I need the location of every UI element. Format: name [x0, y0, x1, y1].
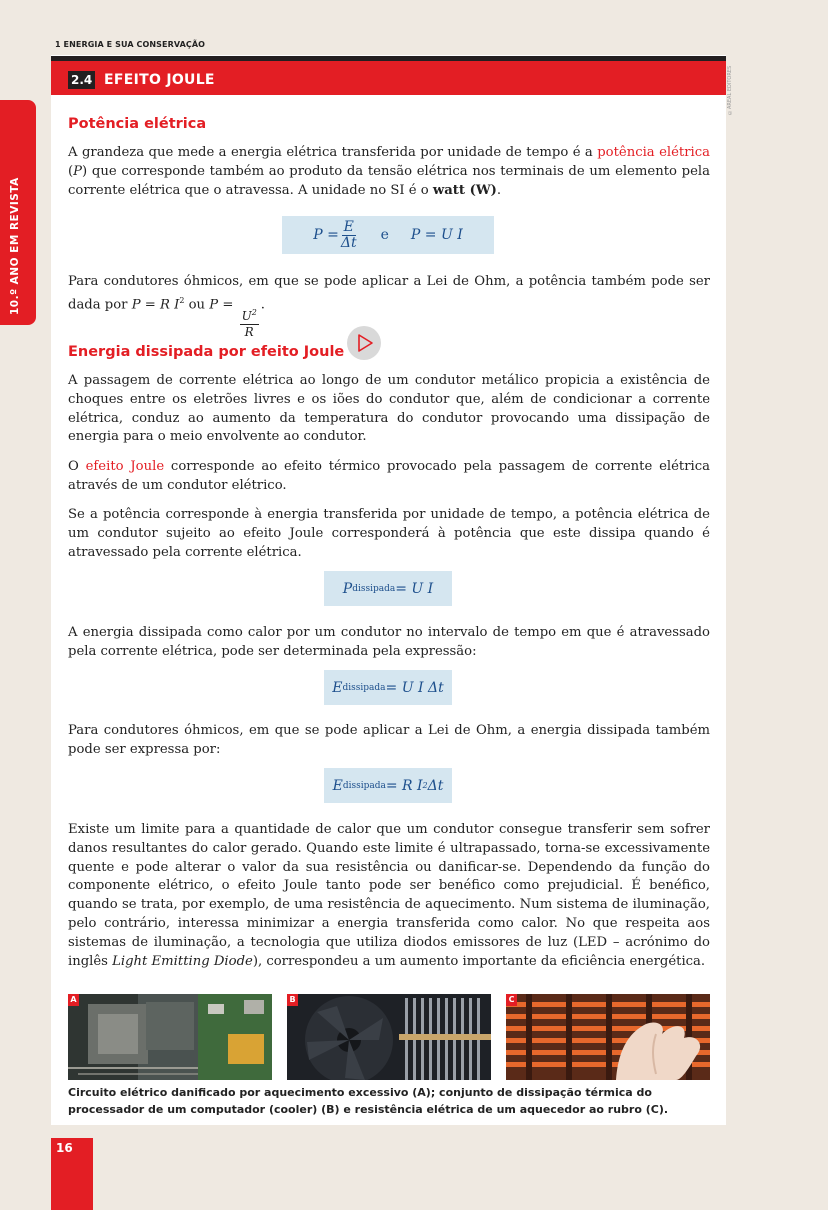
- figure-tag-a: A: [68, 994, 79, 1006]
- heading-efeito-joule: Energia dissipada por efeito Joule: [68, 344, 345, 360]
- formula-dissipated-energy-ohmic: E dissipada = R I 2 Δt: [324, 768, 452, 803]
- paragraph-joule-1: A passagem de corrente elétrica ao longo de um condutor metálico propicia a existência de choques entre os eletrões livres e os iões do condutor que, além de condicionar a corrente elétrica, conduz ao aumento da temperatura do condutor provocando uma dissipação de energia para o meio envolvente ao condutor.: [68, 373, 710, 445]
- heading-potencia: Potência elétrica: [68, 116, 207, 132]
- paragraph-joule-3: Se a potência corresponde à energia transferida por unidade de tempo, a potência elétrica de um condutor sujeito ao efeito Joule corresponderá à potência que este dissipa quando é atravessado pela corrente elétrica.: [68, 507, 710, 560]
- formula-dissipated-power: P dissipada = U I: [324, 571, 452, 606]
- section-number: 2.4: [68, 71, 95, 89]
- figure-caption: Circuito elétrico danificado por aquecimento excessivo (A); conjunto de dissipação térmica do processador de um computador (cooler) (B) e resistência elétrica de um aquecedor ao rubro (C).: [68, 1086, 669, 1116]
- term-efeito-joule: efeito Joule: [85, 459, 165, 474]
- paragraph-joule-6: Existe um limite para a quantidade de calor que um condutor consegue transferir sem sofrer danos resultantes do calor gerado. Quando este limite é ultrapassado, torna-se excessivamente quente e pode alterar o valor da sua resistência ou danificar-se. Dependendo da função do componente elétrico, o efeito Joule tanto pode ser benéfico como prejudicial. É benéfico, quando se trata, por exemplo, de uma resistência de aquecimento. Num sistema de iluminação, pelo contrário, interessa minimizar a energia transferida como calor. No que respeita aos sistemas de iluminação, a tecnologia que utiliza diodos emissores de luz (LED – acrónimo do inglês Light Emitting Diode), correspondeu a um aumento importante da eficiência energética.: [68, 822, 710, 969]
- side-tab: [0, 100, 36, 325]
- figure-tag-b: B: [287, 994, 298, 1006]
- paragraph-joule-4: A energia dissipada como calor por um condutor no intervalo de tempo em que é atravessado pela corrente elétrica, pode ser determinada pela expressão:: [68, 625, 710, 659]
- section-title: EFEITO JOULE: [104, 72, 215, 88]
- formula-power: P = $\frac{E}{\Delta t}$ e P = U I: [282, 216, 494, 254]
- photo-cpu-cooler: [287, 994, 491, 1080]
- paragraph-joule-5: Para condutores óhmicos, em que se pode aplicar a Lei de Ohm, a energia dissipada também pode ser expressa por:: [68, 723, 710, 757]
- chapter-header: 1 ENERGIA E SUA CONSERVAÇÃO: [55, 40, 206, 49]
- formula-dissipated-energy: E dissipada = U I Δt: [324, 670, 452, 705]
- play-icon: [347, 326, 381, 360]
- term-potencia-eletrica: potência elétrica: [597, 145, 710, 160]
- publisher-credit: ©AREAL EDITORES: [727, 65, 733, 115]
- photo-damaged-circuit: [68, 994, 272, 1080]
- page-number: 16: [56, 1141, 73, 1155]
- paragraph-potencia-definition: A grandeza que mede a energia elétrica transferida por unidade de tempo é a potência elétrica (P) que corresponde também ao produto da tensão elétrica nos terminais de um elemento pela corrente elétrica que o atravessa. A unidade no SI é o watt (W).: [68, 145, 710, 198]
- photo-heater-resistance: [506, 994, 710, 1080]
- paragraph-ohmic-power: Para condutores óhmicos, em que se pode aplicar a Lei de Ohm, a potência também pode ser dada por P = R $I^2$ ou P = $\frac{U^2}{R}$ .: [68, 274, 710, 340]
- play-video-button[interactable]: [347, 326, 381, 360]
- side-tab-label: 10.º ANO EM REVISTA: [9, 177, 21, 315]
- paragraph-joule-2: O efeito Joule corresponde ao efeito térmico provocado pela passagem de corrente elétrica através de um condutor elétrico.: [68, 459, 710, 493]
- figure-tag-c: C: [506, 994, 517, 1006]
- unit-watt: watt (W): [432, 182, 497, 198]
